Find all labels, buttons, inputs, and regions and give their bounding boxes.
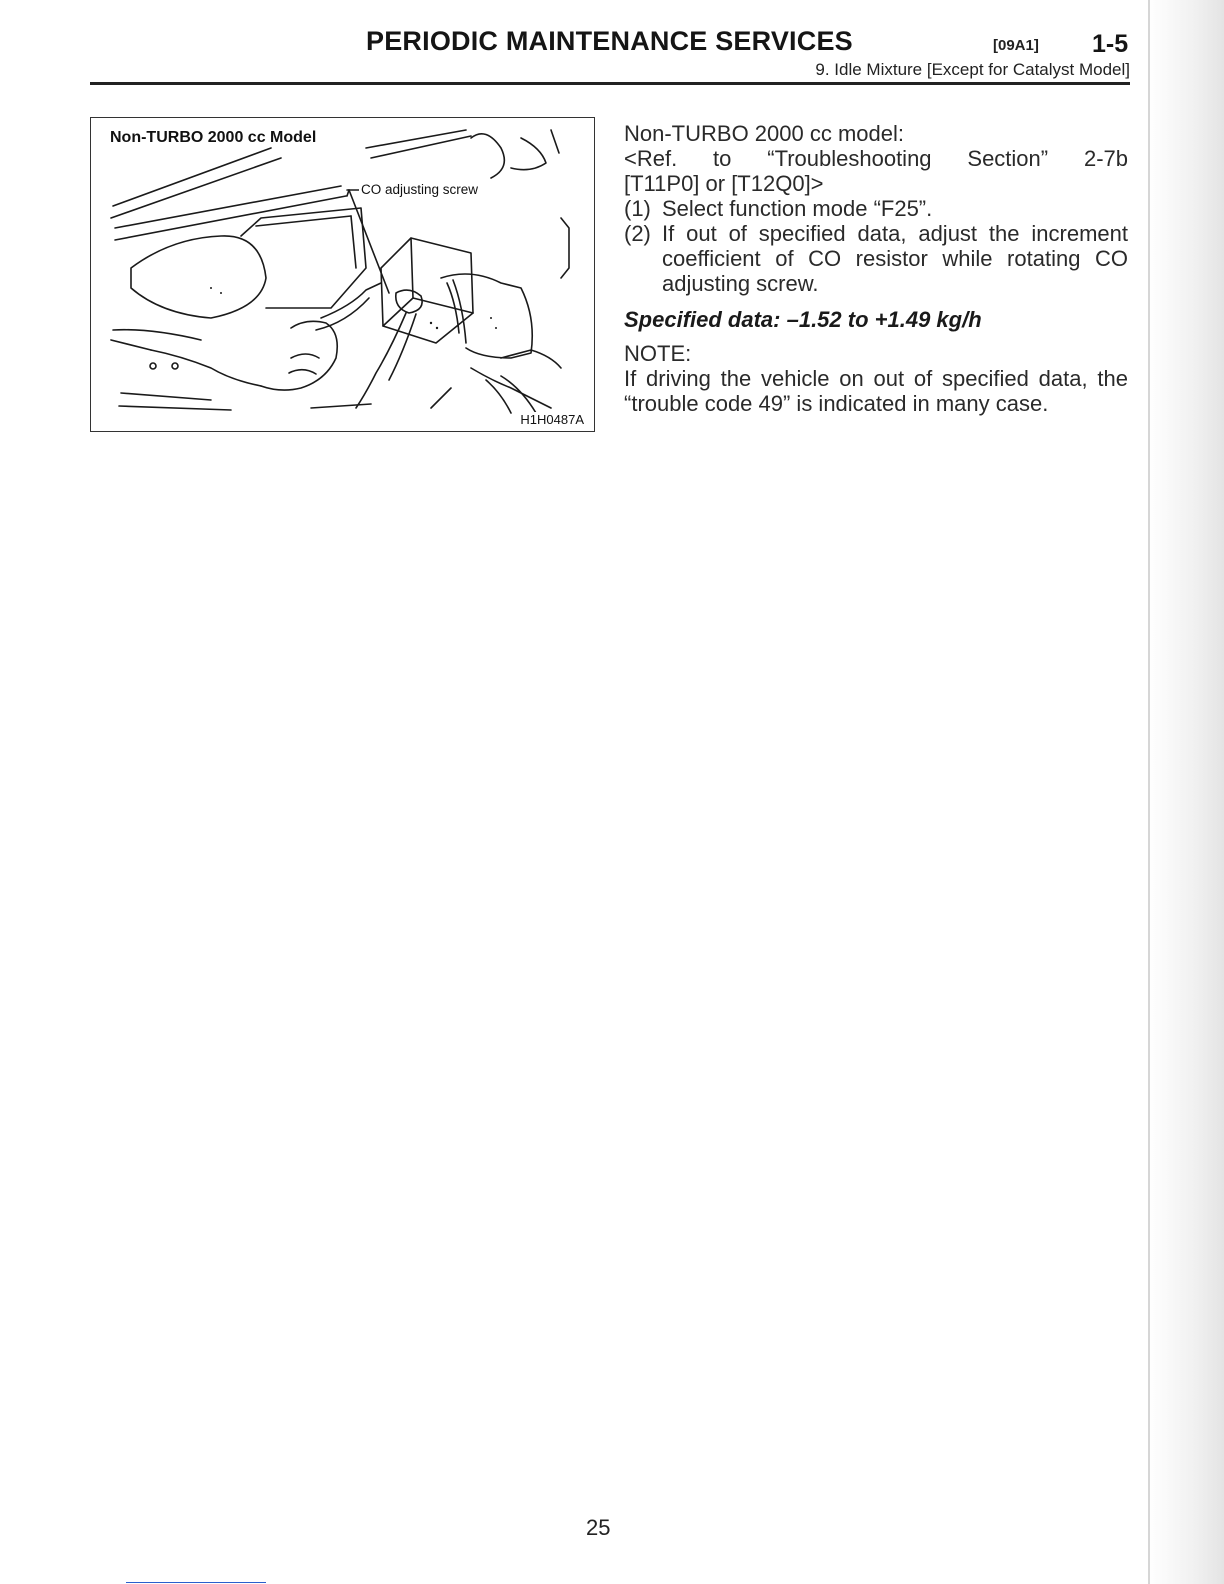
footer-rule [126, 1582, 266, 1583]
section-subtitle: 9. Idle Mixture [Except for Catalyst Model] [815, 60, 1130, 79]
note-label: NOTE: [624, 341, 692, 366]
illustration-figure [90, 117, 595, 432]
section-code: [09A1] [993, 37, 1039, 54]
specified-data: Specified data: –1.52 to +1.49 kg/h [624, 307, 982, 332]
page-title: PERIODIC MAINTENANCE SERVICES [366, 26, 853, 56]
page-number: 25 [586, 1515, 611, 1540]
step-2 [624, 221, 1128, 296]
reference-line-1: <Ref. to “Troubleshooting Section” 2-7b [624, 146, 1128, 171]
step-2-text: If out of specified data, adjust the increment coefficient of CO resistor while rotating CO adjusting screw. [662, 221, 1128, 296]
figure-id: H1H0487A [520, 412, 584, 427]
step-1-text: Select function mode “F25”. [662, 196, 933, 221]
reference-line-2: [T11P0] or [T12Q0]> [624, 171, 824, 196]
page-edge-shadow [1148, 0, 1224, 1584]
step-1 [624, 196, 1128, 221]
engine-illustration [91, 118, 596, 433]
page-reference: 1-5 [1092, 30, 1129, 58]
step-2-number: (2) [624, 221, 651, 246]
note-text: If driving the vehicle on out of specified data, the “trouble code 49” is indicated in many case. [624, 366, 1128, 416]
header-rule [90, 82, 1130, 85]
step-1-number: (1) [624, 196, 651, 221]
instructions-column [624, 121, 1128, 416]
figure-title: Non-TURBO 2000 cc Model [110, 129, 317, 146]
callout-label: CO adjusting screw [361, 182, 479, 197]
intro-text: Non-TURBO 2000 cc model: [624, 121, 904, 146]
